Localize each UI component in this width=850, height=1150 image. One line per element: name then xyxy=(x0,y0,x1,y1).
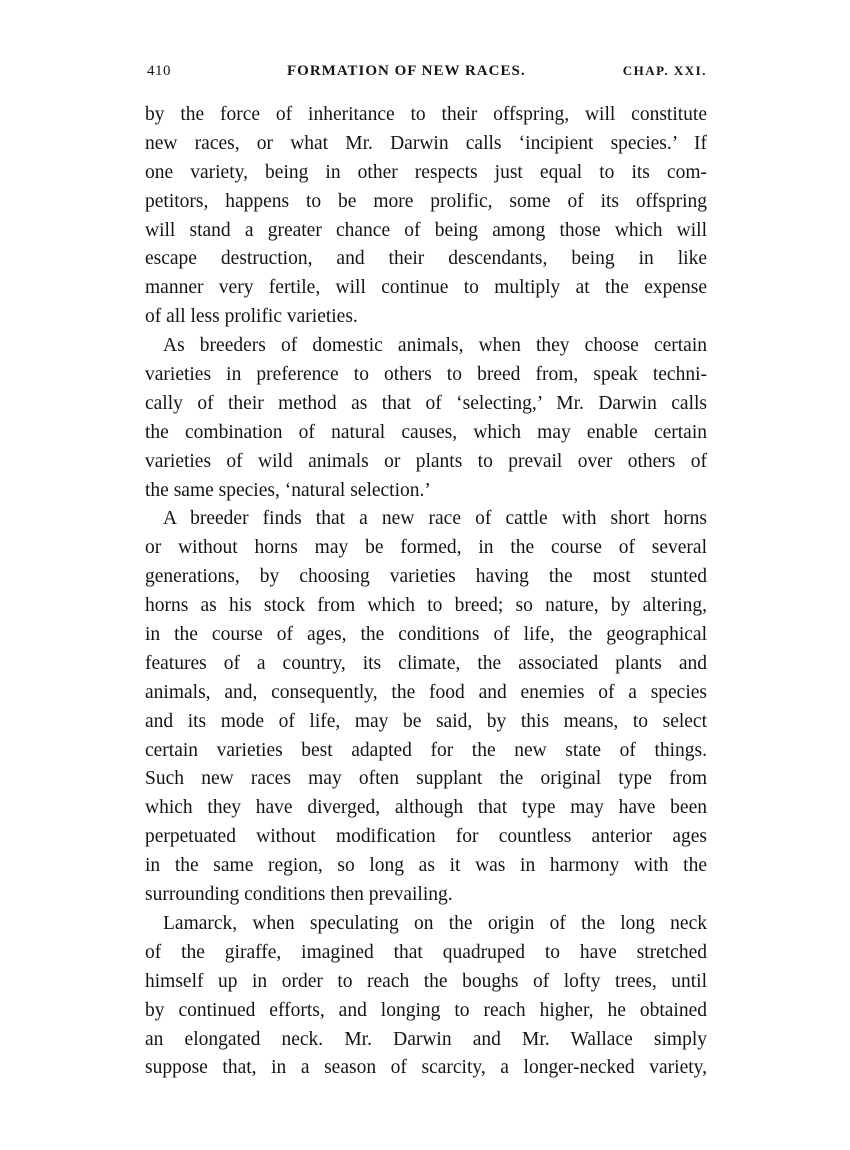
text-line: Lamarck, when speculating on the origin of the long neck xyxy=(163,912,707,934)
body-text xyxy=(145,101,707,1083)
text-line: by the force of inheritance to their offspring, will constitute xyxy=(145,104,707,125)
text-line: the same species, ‘natural selection.’ xyxy=(145,479,431,501)
text-line: certain varieties best adapted for the new state of things. xyxy=(145,739,707,761)
text-line: As breeders of domestic animals, when they choose certain xyxy=(163,335,707,357)
text-line: suppose that, in a season of scarcity, a longer-necked variety, xyxy=(145,1057,707,1079)
text-line: perpetuated without modification for countless anterior ages xyxy=(145,826,707,848)
text-line: in the same region, so long as it was in harmony with the xyxy=(145,855,707,877)
text-line: himself up in order to reach the boughs of lofty trees, until xyxy=(145,970,707,992)
text-line: in the course of ages, the conditions of life, the geographical xyxy=(145,624,707,646)
text-line: A breeder finds that a new race of cattle with short horns xyxy=(163,508,707,530)
text-line: varieties of wild animals or plants to prevail over others of xyxy=(145,450,707,472)
text-line: Such new races may often supplant the original type from xyxy=(145,768,707,790)
text-line: animals, and, consequently, the food and enemies of a species xyxy=(145,681,707,703)
text-line: and its mode of life, may be said, by this means, to select xyxy=(145,710,707,732)
text-line: surrounding conditions then prevailing. xyxy=(145,884,453,906)
text-line: by continued efforts, and longing to reach higher, he obtained xyxy=(145,999,707,1021)
text-line: cally of their method as that of ‘selecting,’ Mr. Darwin calls xyxy=(145,392,707,414)
text-line: one variety, being in other respects just equal to its com- xyxy=(145,161,707,183)
text-line: which they have diverged, although that type may have been xyxy=(145,797,707,819)
text-line: petitors, happens to be more prolific, some of its offspring xyxy=(145,190,707,212)
text-line: features of a country, its climate, the associated plants and xyxy=(145,652,707,674)
text-line: manner very fertile, will continue to multiply at the expense xyxy=(145,277,707,299)
text-line: horns as his stock from which to breed; so nature, by altering, xyxy=(145,595,707,617)
text-line: varieties in preference to others to breed from, speak techni- xyxy=(145,364,707,386)
chapter-label: CHAP. XXI. xyxy=(622,63,707,78)
text-line: will stand a greater chance of being among those which will xyxy=(145,219,707,241)
text-line: an elongated neck. Mr. Darwin and Mr. Wallace simply xyxy=(145,1028,707,1050)
running-title: FORMATION OF NEW RACES. xyxy=(287,63,526,79)
text-line: or without horns may be formed, in the course of several xyxy=(145,537,707,559)
text-line: generations, by choosing varieties having the most stunted xyxy=(145,566,707,588)
running-head xyxy=(147,63,707,85)
text-line: of all less prolific varieties. xyxy=(145,306,358,328)
text-line: of the giraffe, imagined that quadruped to have stretched xyxy=(145,941,707,963)
text-line: new races, or what Mr. Darwin calls ‘incipient species.’ If xyxy=(145,132,707,154)
page-number: 410 xyxy=(147,63,171,79)
text-line: the combination of natural causes, which may enable certain xyxy=(145,421,707,443)
text-line: escape destruction, and their descendants, being in like xyxy=(145,248,707,270)
